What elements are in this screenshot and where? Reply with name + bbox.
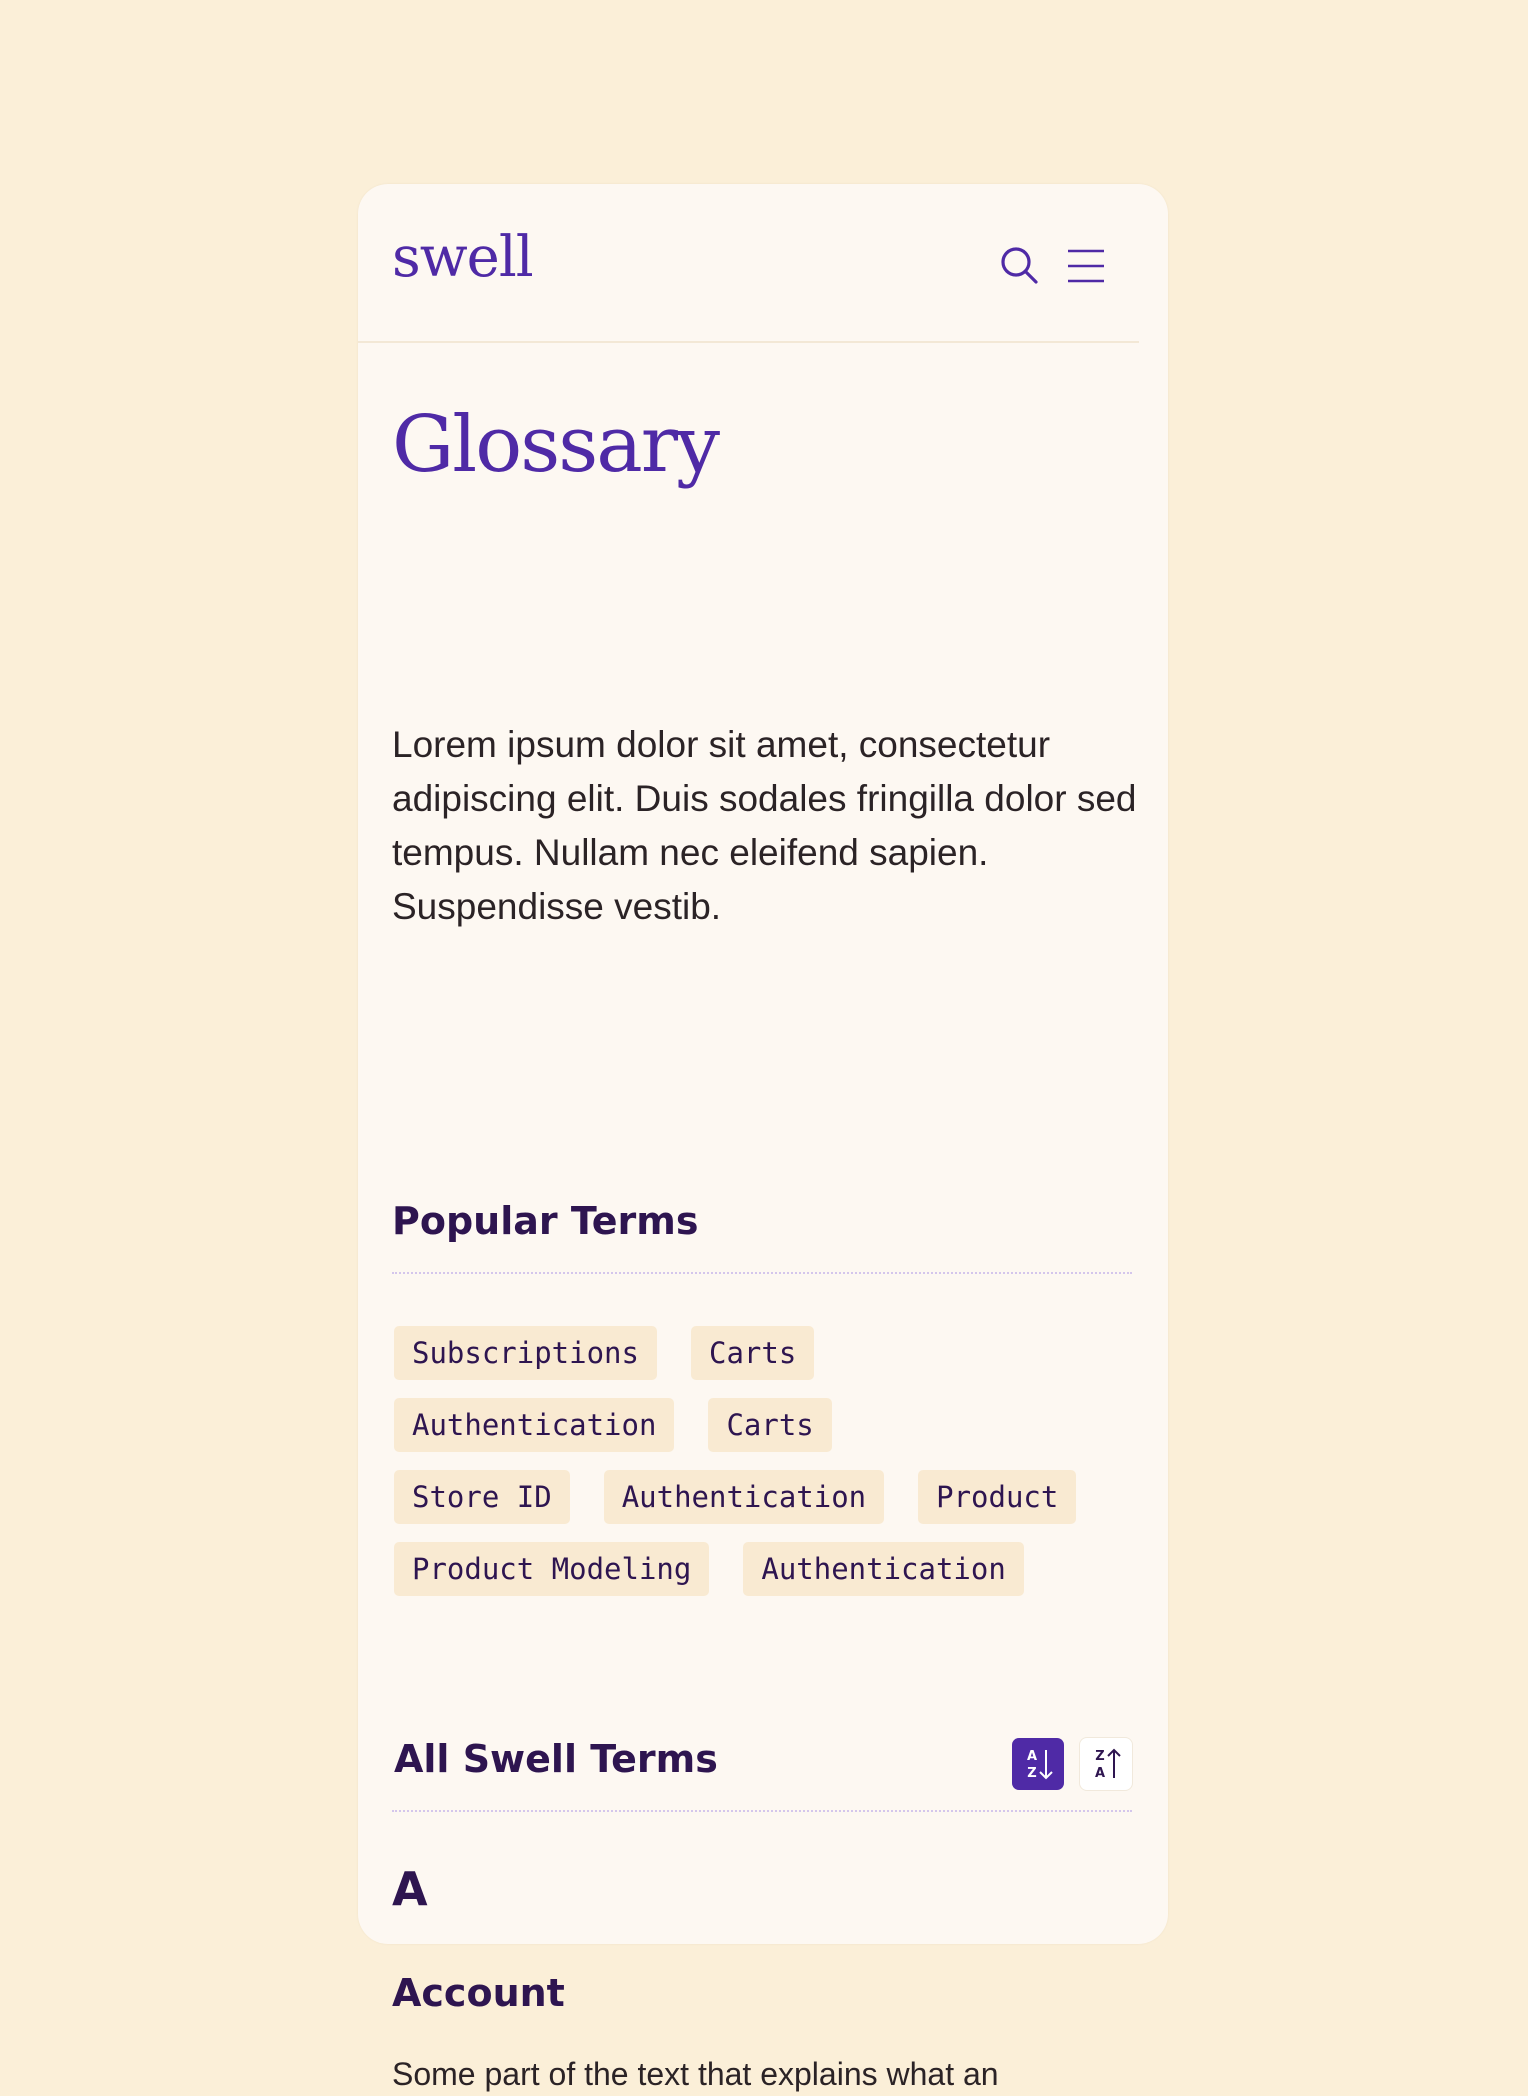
glossary-card [358, 184, 1168, 2092]
sort-z-to-a-button[interactable] [1080, 1738, 1132, 1790]
svg-text:Z: Z [1027, 1766, 1037, 1781]
term-tag[interactable]: Product [918, 1470, 1076, 1524]
swell-logo[interactable]: swell [392, 225, 533, 290]
sort-a-to-z-button[interactable] [1012, 1738, 1064, 1790]
divider [392, 1810, 1132, 1812]
popular-terms-list [394, 1326, 1134, 1614]
term-tag[interactable]: Subscriptions [394, 1326, 657, 1380]
term-tag[interactable]: Store ID [394, 1470, 570, 1524]
sort-a-to-z-icon [1012, 1738, 1064, 1790]
search-icon[interactable] [998, 244, 1042, 288]
popular-terms-title: Popular Terms [392, 1199, 699, 1243]
letter-heading: A [392, 1862, 428, 1916]
term-title[interactable]: Account [392, 1971, 565, 2015]
menu-icon[interactable] [1064, 244, 1108, 288]
tag-row [394, 1542, 1134, 1596]
term-description: Some part of the text that explains what an [392, 2056, 999, 2092]
term-tag[interactable]: Authentication [394, 1398, 674, 1452]
svg-text:A: A [1094, 1766, 1106, 1781]
page-title: Glossary [392, 400, 719, 490]
sort-z-to-a-icon [1080, 1738, 1132, 1790]
tag-row [394, 1398, 1134, 1452]
tag-row [394, 1326, 1134, 1380]
site-header [358, 184, 1139, 343]
term-tag[interactable]: Carts [691, 1326, 814, 1380]
term-tag[interactable]: Product Modeling [394, 1542, 709, 1596]
term-tag[interactable]: Authentication [743, 1542, 1023, 1596]
svg-text:Z: Z [1095, 1749, 1105, 1764]
divider [392, 1272, 1132, 1274]
all-terms-title: All Swell Terms [394, 1737, 718, 1781]
term-tag[interactable]: Carts [708, 1398, 831, 1452]
tag-row [394, 1470, 1134, 1524]
term-tag[interactable]: Authentication [604, 1470, 884, 1524]
svg-text:A: A [1026, 1749, 1038, 1764]
intro-text: Lorem ipsum dolor sit amet, consectetur adipiscing elit. Duis sodales fringilla dolor sed tempus. Nullam nec eleifend sapien. Suspendisse vestib. [392, 724, 1137, 927]
